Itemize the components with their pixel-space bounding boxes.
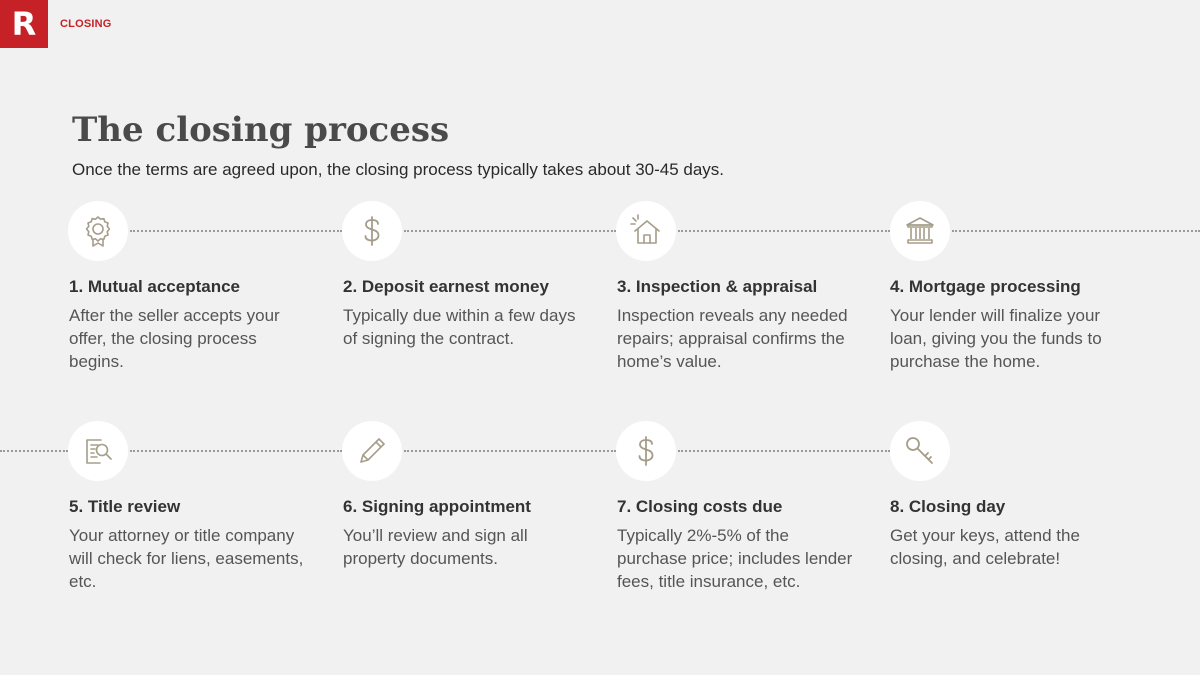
- bank-icon: [903, 214, 937, 248]
- step-title: 5. Title review: [69, 497, 181, 516]
- timeline-connector: [130, 230, 342, 232]
- step-5-icon-circle: [68, 421, 128, 481]
- step-3-icon-circle: [616, 201, 676, 261]
- key-icon: [903, 434, 937, 468]
- dollar-icon: [629, 434, 663, 468]
- pencil-icon: [355, 434, 389, 468]
- brand-logo[interactable]: [0, 0, 48, 48]
- step-description: Typically due within a few days of signing the contract.: [343, 306, 576, 348]
- dollar-icon: [355, 214, 389, 248]
- timeline-connector: [404, 450, 616, 452]
- step-description: Get your keys, attend the closing, and celebrate!: [890, 526, 1080, 568]
- page-subtitle: Once the terms are agreed upon, the closing process typically takes about 30-45 days.: [72, 160, 725, 179]
- logo-letter: R: [11, 5, 37, 43]
- step-title: 1. Mutual acceptance: [69, 277, 241, 296]
- section-label: CLOSING: [60, 18, 112, 30]
- step-title: 6. Signing appointment: [343, 497, 531, 516]
- timeline-connector: [952, 230, 1200, 232]
- step-description: After the seller accepts your offer, the closing process begins.: [69, 306, 280, 371]
- step-4-icon-circle: [890, 201, 950, 261]
- step-title: 7. Closing costs due: [617, 497, 783, 516]
- step-1-icon-circle: [68, 201, 128, 261]
- step-title: 8. Closing day: [890, 497, 1006, 516]
- step-2-icon-circle: [342, 201, 402, 261]
- award-ribbon-icon: [81, 214, 115, 248]
- page-title: The closing process: [72, 110, 450, 150]
- step-description: Typically 2%-5% of the purchase price; includes lender fees, title insurance, etc.: [617, 526, 853, 591]
- timeline-connector: [0, 450, 68, 452]
- step-6-icon-circle: [342, 421, 402, 481]
- step-title: 2. Deposit earnest money: [343, 277, 549, 296]
- step-description: Your lender will finalize your loan, giving you the funds to purchase the home.: [890, 306, 1102, 371]
- step-description: You’ll review and sign all property documents.: [343, 526, 528, 568]
- timeline-connector: [404, 230, 616, 232]
- step-8-icon-circle: [890, 421, 950, 481]
- step-description: Your attorney or title company will check for liens, easements, etc.: [69, 526, 304, 591]
- document-search-icon: [81, 434, 115, 468]
- step-title: 3. Inspection & appraisal: [617, 277, 818, 296]
- step-description: Inspection reveals any needed repairs; appraisal confirms the home’s value.: [617, 306, 848, 371]
- timeline-connector: [678, 450, 890, 452]
- step-7-icon-circle: [616, 421, 676, 481]
- timeline-connector: [130, 450, 342, 452]
- step-title: 4. Mortgage processing: [890, 277, 1081, 296]
- house-icon: [629, 214, 663, 248]
- timeline-connector: [678, 230, 890, 232]
